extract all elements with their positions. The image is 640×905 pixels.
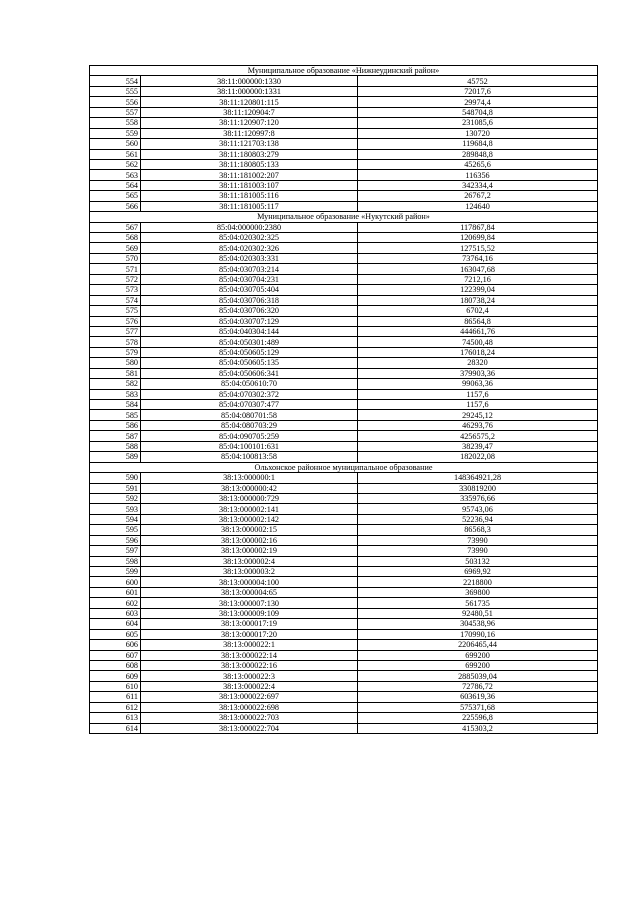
row-number: 610 xyxy=(90,681,141,691)
cadastral-number: 85:04:030704:231 xyxy=(141,274,358,284)
cadastral-number: 85:04:100101:631 xyxy=(141,441,358,451)
cadastral-value: 335976,66 xyxy=(358,493,598,503)
table-row xyxy=(90,410,598,420)
row-number: 586 xyxy=(90,420,141,430)
cadastral-value: 379903,36 xyxy=(358,368,598,378)
table-row xyxy=(90,149,598,159)
cadastral-value: 38239,47 xyxy=(358,441,598,451)
cadastral-value: 148364921,28 xyxy=(358,473,598,483)
row-number: 581 xyxy=(90,368,141,378)
cadastral-value: 130720 xyxy=(358,128,598,138)
cadastral-value: 45265,6 xyxy=(358,159,598,169)
row-number: 573 xyxy=(90,285,141,295)
cadastral-value: 182022,08 xyxy=(358,452,598,462)
cadastral-number: 38:11:120907:120 xyxy=(141,118,358,128)
row-number: 576 xyxy=(90,316,141,326)
row-number: 593 xyxy=(90,504,141,514)
row-number: 605 xyxy=(90,629,141,639)
row-number: 558 xyxy=(90,118,141,128)
table-row xyxy=(90,295,598,305)
cadastral-number: 38:13:000002:142 xyxy=(141,514,358,524)
table-row xyxy=(90,629,598,639)
cadastral-value: 86564,8 xyxy=(358,316,598,326)
table-row xyxy=(90,180,598,190)
cadastral-value: 4256575,2 xyxy=(358,431,598,441)
table-row xyxy=(90,431,598,441)
table-row xyxy=(90,535,598,545)
table-row xyxy=(90,379,598,389)
row-number: 589 xyxy=(90,452,141,462)
table-row xyxy=(90,681,598,691)
row-number: 572 xyxy=(90,274,141,284)
row-number: 614 xyxy=(90,723,141,733)
table-row xyxy=(90,400,598,410)
cadastral-number: 85:04:070307:477 xyxy=(141,400,358,410)
cadastral-number: 38:13:000022:14 xyxy=(141,650,358,660)
row-number: 562 xyxy=(90,159,141,169)
cadastral-value: 99063,36 xyxy=(358,379,598,389)
table-row xyxy=(90,201,598,211)
cadastral-number: 38:11:180803:279 xyxy=(141,149,358,159)
cadastral-value: 2206465,44 xyxy=(358,640,598,650)
table-row xyxy=(90,233,598,243)
row-number: 554 xyxy=(90,76,141,86)
cadastral-value: 1157,6 xyxy=(358,389,598,399)
cadastral-value: 73990 xyxy=(358,535,598,545)
cadastral-value: 699200 xyxy=(358,650,598,660)
cadastral-value: 122399,04 xyxy=(358,285,598,295)
table-row xyxy=(90,191,598,201)
cadastral-value: 52236,94 xyxy=(358,514,598,524)
cadastral-value: 120699,84 xyxy=(358,233,598,243)
cadastral-number: 38:13:000017:19 xyxy=(141,619,358,629)
cadastral-number: 85:04:100813:58 xyxy=(141,452,358,462)
cadastral-value: 6702,4 xyxy=(358,306,598,316)
row-number: 574 xyxy=(90,295,141,305)
cadastral-value: 176018,24 xyxy=(358,347,598,357)
cadastral-value: 369800 xyxy=(358,587,598,597)
row-number: 583 xyxy=(90,389,141,399)
row-number: 564 xyxy=(90,180,141,190)
table-row xyxy=(90,76,598,86)
cadastral-number: 38:13:000022:4 xyxy=(141,681,358,691)
section-title: Муниципальное образование «Нукутский район» xyxy=(90,212,598,222)
cadastral-number: 38:13:000000:729 xyxy=(141,493,358,503)
cadastral-value: 575371,68 xyxy=(358,702,598,712)
cadastral-value: 127515,52 xyxy=(358,243,598,253)
table-row xyxy=(90,546,598,556)
cadastral-number: 38:11:120801:115 xyxy=(141,97,358,107)
cadastral-number: 38:11:120904:7 xyxy=(141,107,358,117)
cadastral-number: 38:13:000002:15 xyxy=(141,525,358,535)
table-row xyxy=(90,452,598,462)
cadastral-number: 38:13:000002:4 xyxy=(141,556,358,566)
cadastral-number: 38:11:121703:138 xyxy=(141,139,358,149)
cadastral-value: 74500,48 xyxy=(358,337,598,347)
cadastral-value: 7212,16 xyxy=(358,274,598,284)
cadastral-value: 73764,16 xyxy=(358,253,598,263)
cadastral-number: 85:04:050606:341 xyxy=(141,368,358,378)
table-row xyxy=(90,525,598,535)
row-number: 570 xyxy=(90,253,141,263)
cadastral-value: 72017,6 xyxy=(358,86,598,96)
table-row xyxy=(90,702,598,712)
cadastral-value: 29974,4 xyxy=(358,97,598,107)
row-number: 604 xyxy=(90,619,141,629)
row-number: 577 xyxy=(90,326,141,336)
table-row xyxy=(90,567,598,577)
row-number: 595 xyxy=(90,525,141,535)
table-row xyxy=(90,619,598,629)
cadastral-number: 38:11:000000:1330 xyxy=(141,76,358,86)
table-row xyxy=(90,358,598,368)
table-row xyxy=(90,640,598,650)
table-row xyxy=(90,483,598,493)
row-number: 600 xyxy=(90,577,141,587)
row-number: 555 xyxy=(90,86,141,96)
table-row xyxy=(90,650,598,660)
row-number: 575 xyxy=(90,306,141,316)
cadastral-number: 85:04:090705:259 xyxy=(141,431,358,441)
table-row xyxy=(90,118,598,128)
cadastral-number: 85:04:000000:2380 xyxy=(141,222,358,232)
table-row xyxy=(90,441,598,451)
cadastral-number: 38:11:181005:116 xyxy=(141,191,358,201)
cadastral-number: 85:04:050610:70 xyxy=(141,379,358,389)
section-title: Ольхонское районное муниципальное образование xyxy=(90,462,598,472)
row-number: 567 xyxy=(90,222,141,232)
cadastral-value: 2885039,04 xyxy=(358,671,598,681)
cadastral-number: 85:04:030703:214 xyxy=(141,264,358,274)
row-number: 603 xyxy=(90,608,141,618)
table-row xyxy=(90,420,598,430)
cadastral-value: 124640 xyxy=(358,201,598,211)
row-number: 602 xyxy=(90,598,141,608)
section-title: Муниципальное образование «Нижнеудинский район» xyxy=(90,66,598,76)
section-header-row xyxy=(90,462,598,472)
cadastral-number: 38:13:000004:100 xyxy=(141,577,358,587)
table-row xyxy=(90,556,598,566)
section-header-row xyxy=(90,212,598,222)
row-number: 585 xyxy=(90,410,141,420)
row-number: 580 xyxy=(90,358,141,368)
cadastral-number: 38:13:000000:1 xyxy=(141,473,358,483)
cadastral-number: 85:04:050301:489 xyxy=(141,337,358,347)
section-header-row xyxy=(90,66,598,76)
cadastral-number: 85:04:030705:404 xyxy=(141,285,358,295)
row-number: 599 xyxy=(90,567,141,577)
cadastral-value: 415303,2 xyxy=(358,723,598,733)
table-row xyxy=(90,504,598,514)
row-number: 571 xyxy=(90,264,141,274)
cadastral-value: 116356 xyxy=(358,170,598,180)
table-row xyxy=(90,587,598,597)
cadastral-value: 117867,84 xyxy=(358,222,598,232)
cadastral-number: 85:04:080701:58 xyxy=(141,410,358,420)
row-number: 584 xyxy=(90,400,141,410)
table-row xyxy=(90,222,598,232)
cadastral-value: 163047,68 xyxy=(358,264,598,274)
cadastral-value: 6969,92 xyxy=(358,567,598,577)
table-row xyxy=(90,264,598,274)
cadastral-value: 86568,3 xyxy=(358,525,598,535)
row-number: 596 xyxy=(90,535,141,545)
cadastral-number: 85:04:050605:135 xyxy=(141,358,358,368)
cadastral-number: 85:04:020302:326 xyxy=(141,243,358,253)
row-number: 612 xyxy=(90,702,141,712)
table-row xyxy=(90,493,598,503)
cadastral-value: 29245,12 xyxy=(358,410,598,420)
cadastral-value: 119684,8 xyxy=(358,139,598,149)
table-row xyxy=(90,368,598,378)
row-number: 578 xyxy=(90,337,141,347)
cadastral-value: 170990,16 xyxy=(358,629,598,639)
cadastral-value: 289848,8 xyxy=(358,149,598,159)
cadastral-number: 38:11:181003:107 xyxy=(141,180,358,190)
table-row xyxy=(90,128,598,138)
row-number: 611 xyxy=(90,692,141,702)
row-number: 582 xyxy=(90,379,141,389)
table-row xyxy=(90,577,598,587)
cadastral-number: 38:11:120997:8 xyxy=(141,128,358,138)
cadastral-value: 92480,51 xyxy=(358,608,598,618)
row-number: 601 xyxy=(90,587,141,597)
cadastral-number: 38:11:000000:1331 xyxy=(141,86,358,96)
row-number: 594 xyxy=(90,514,141,524)
cadastral-number: 38:13:000022:1 xyxy=(141,640,358,650)
table-row xyxy=(90,97,598,107)
cadastral-number: 85:04:030707:129 xyxy=(141,316,358,326)
table-row xyxy=(90,389,598,399)
cadastral-value: 95743,06 xyxy=(358,504,598,514)
cadastral-value: 330819200 xyxy=(358,483,598,493)
cadastral-number: 85:04:050605:129 xyxy=(141,347,358,357)
cadastral-value: 45752 xyxy=(358,76,598,86)
cadastral-value: 225596,8 xyxy=(358,713,598,723)
table-row xyxy=(90,159,598,169)
row-number: 609 xyxy=(90,671,141,681)
table-row xyxy=(90,514,598,524)
cadastral-number: 38:13:000022:16 xyxy=(141,660,358,670)
row-number: 591 xyxy=(90,483,141,493)
cadastral-number: 38:13:000022:704 xyxy=(141,723,358,733)
row-number: 606 xyxy=(90,640,141,650)
cadastral-value: 180738,24 xyxy=(358,295,598,305)
row-number: 613 xyxy=(90,713,141,723)
cadastral-number: 85:04:030706:320 xyxy=(141,306,358,316)
document-page xyxy=(89,65,597,734)
table-row xyxy=(90,598,598,608)
cadastral-value: 699200 xyxy=(358,660,598,670)
cadastral-number: 38:13:000022:703 xyxy=(141,713,358,723)
row-number: 557 xyxy=(90,107,141,117)
cadastral-value: 342334,4 xyxy=(358,180,598,190)
cadastral-number: 38:13:000007:130 xyxy=(141,598,358,608)
table-row xyxy=(90,306,598,316)
row-number: 607 xyxy=(90,650,141,660)
table-row xyxy=(90,253,598,263)
table-row xyxy=(90,337,598,347)
cadastral-value: 46293,76 xyxy=(358,420,598,430)
row-number: 568 xyxy=(90,233,141,243)
cadastral-number: 38:13:000017:20 xyxy=(141,629,358,639)
cadastral-value: 73990 xyxy=(358,546,598,556)
table-row xyxy=(90,86,598,96)
cadastral-number: 38:13:000022:698 xyxy=(141,702,358,712)
table-row xyxy=(90,285,598,295)
cadastral-value: 26767,2 xyxy=(358,191,598,201)
cadastral-value: 304538,96 xyxy=(358,619,598,629)
table-row xyxy=(90,473,598,483)
row-number: 598 xyxy=(90,556,141,566)
cadastral-number: 85:04:030706:318 xyxy=(141,295,358,305)
row-number: 592 xyxy=(90,493,141,503)
row-number: 588 xyxy=(90,441,141,451)
table-row xyxy=(90,713,598,723)
cadastral-number: 38:13:000022:697 xyxy=(141,692,358,702)
table-row xyxy=(90,316,598,326)
table-row xyxy=(90,274,598,284)
cadastral-number: 38:11:181002:207 xyxy=(141,170,358,180)
table-row xyxy=(90,660,598,670)
row-number: 608 xyxy=(90,660,141,670)
cadastral-number: 38:13:000022:3 xyxy=(141,671,358,681)
cadastral-value: 444661,76 xyxy=(358,326,598,336)
table-row xyxy=(90,107,598,117)
table-row xyxy=(90,723,598,733)
cadastral-number: 85:04:070302:372 xyxy=(141,389,358,399)
row-number: 563 xyxy=(90,170,141,180)
cadastral-value: 1157,6 xyxy=(358,400,598,410)
cadastral-number: 85:04:020303:331 xyxy=(141,253,358,263)
cadastral-number: 38:11:181005:117 xyxy=(141,201,358,211)
cadastral-number: 38:13:000003:2 xyxy=(141,567,358,577)
cadastral-number: 38:11:180805:133 xyxy=(141,159,358,169)
cadastral-number: 85:04:040304:144 xyxy=(141,326,358,336)
cadastral-value: 603619,36 xyxy=(358,692,598,702)
cadastral-value: 72786,72 xyxy=(358,681,598,691)
row-number: 556 xyxy=(90,97,141,107)
cadastral-number: 38:13:000004:65 xyxy=(141,587,358,597)
cadastral-table xyxy=(89,65,598,734)
cadastral-value: 2218800 xyxy=(358,577,598,587)
row-number: 587 xyxy=(90,431,141,441)
table-row xyxy=(90,671,598,681)
table-row xyxy=(90,243,598,253)
row-number: 597 xyxy=(90,546,141,556)
table-row xyxy=(90,608,598,618)
cadastral-value: 28320 xyxy=(358,358,598,368)
table-row xyxy=(90,170,598,180)
table-row xyxy=(90,326,598,336)
cadastral-value: 548704,8 xyxy=(358,107,598,117)
table-row xyxy=(90,347,598,357)
cadastral-value: 231085,6 xyxy=(358,118,598,128)
row-number: 590 xyxy=(90,473,141,483)
row-number: 569 xyxy=(90,243,141,253)
cadastral-number: 38:13:000002:141 xyxy=(141,504,358,514)
row-number: 579 xyxy=(90,347,141,357)
table-row xyxy=(90,139,598,149)
row-number: 560 xyxy=(90,139,141,149)
cadastral-number: 85:04:080703:29 xyxy=(141,420,358,430)
table-row xyxy=(90,692,598,702)
cadastral-number: 38:13:000009:109 xyxy=(141,608,358,618)
row-number: 559 xyxy=(90,128,141,138)
cadastral-number: 38:13:000000:42 xyxy=(141,483,358,493)
cadastral-number: 38:13:000002:16 xyxy=(141,535,358,545)
cadastral-number: 85:04:020302:325 xyxy=(141,233,358,243)
cadastral-number: 38:13:000002:19 xyxy=(141,546,358,556)
row-number: 561 xyxy=(90,149,141,159)
cadastral-value: 503132 xyxy=(358,556,598,566)
row-number: 566 xyxy=(90,201,141,211)
cadastral-value: 561735 xyxy=(358,598,598,608)
row-number: 565 xyxy=(90,191,141,201)
